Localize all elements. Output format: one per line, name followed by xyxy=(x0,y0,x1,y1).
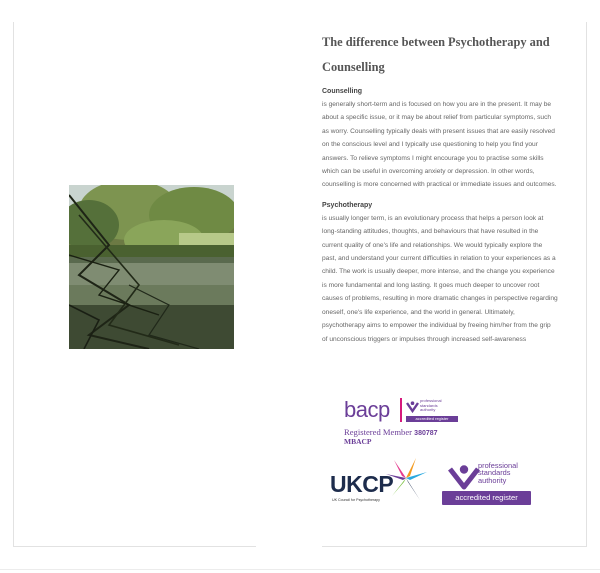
membership-level: MBACP xyxy=(344,437,372,446)
article xyxy=(322,30,558,346)
psa-line1: professional xyxy=(478,461,518,470)
psa-tick-icon xyxy=(448,462,480,490)
psa-small-line2: standards xyxy=(420,402,438,408)
bacp-divider xyxy=(400,398,402,422)
divider xyxy=(0,569,600,570)
member-number: 380787 xyxy=(414,430,438,437)
bacp-logo xyxy=(344,396,464,448)
divider xyxy=(13,546,256,547)
pond-photo xyxy=(69,185,234,349)
psa-logo xyxy=(440,460,532,506)
section-heading-counselling: Counselling xyxy=(322,88,363,95)
psa-small-line1: professional xyxy=(420,398,442,403)
ukcp-wordmark: UKCP xyxy=(330,471,394,497)
psa-tick-icon xyxy=(406,400,419,413)
ukcp-star-icon xyxy=(386,456,428,502)
divider xyxy=(322,546,587,547)
ukcp-subtitle: UK Council for Psychotherapy xyxy=(332,498,380,502)
psa-line2: standards xyxy=(478,468,511,478)
bacp-wordmark: bacp xyxy=(344,397,390,422)
section-heading-psychotherapy: Psychotherapy xyxy=(322,201,373,209)
section-body-psychotherapy: is usually longer term, is an evolutionary process that helps a person look at long-standing attitudes, thoughts, and behaviours that have resulted in the current quality of one's life and relationships. We would typically explore the past, and understand your current difficulties in relation to your experiences as a child. The work is usually deeper, more intense, and the change you experience is more fundamental and long lasting. It goes much deeper to uncover root causes of problems, resulting in more dramatic changes in perspective regarding oneself, one's life experience, and the world in general. Ultimately, psychotherapy aims to empower the individual by freeing him/her from the grip of unconscious triggers or impulses through increased self-awareness xyxy=(322,214,558,343)
registered-label: Registered Member xyxy=(344,427,413,437)
psa-small-line3: authority xyxy=(420,407,436,412)
article-title: The difference between Psychotherapy and Counselling xyxy=(322,35,550,74)
ukcp-logo xyxy=(330,456,430,508)
psa-small-register: accredited register xyxy=(406,416,458,422)
psa-small-badge xyxy=(406,399,458,423)
psa-register-badge: accredited register xyxy=(442,491,531,505)
psa-line3: authority xyxy=(478,475,507,485)
section-body-counselling: is generally short-term and is focused on how you are in the present. It may be about a specific issue, or it may be about relief from particular symptoms, such as worry. Counselling typically deals with present issues that are easily resolved on the conscious level and I typically use questioning to help you find your answers. To relieve symptoms I might encourage you to practise some skills which can be useful in overcoming anxiety or depression. In other words, counselling is more concerned with practical or immediate issues and outcomes. xyxy=(322,101,557,189)
